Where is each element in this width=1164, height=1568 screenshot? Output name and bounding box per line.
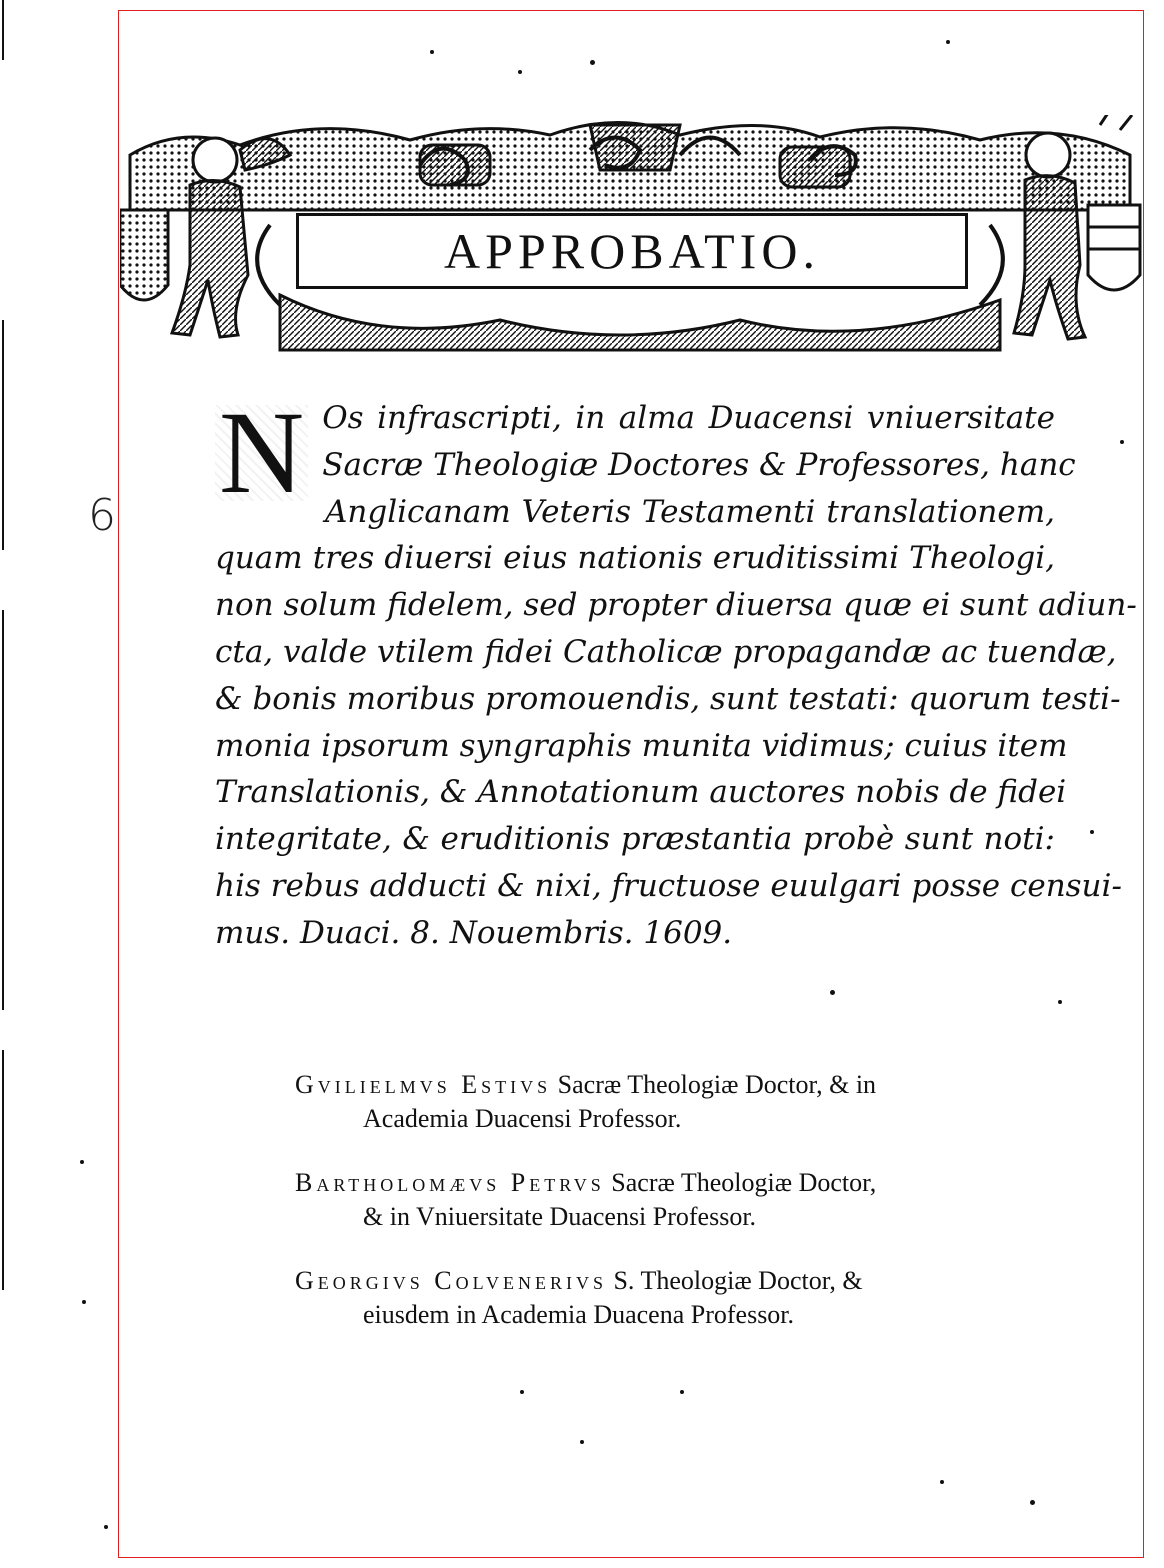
signatory-title: Sacræ Theologiæ Doctor, & in bbox=[557, 1070, 877, 1099]
signatory-title: S. Theologiæ Doctor, & bbox=[613, 1266, 863, 1295]
text-line-date: mus. Duaci. 8. Nouembris. 1609. bbox=[215, 914, 733, 951]
text-line: Translationis, & Annotationum auctores nobis de fidei bbox=[215, 774, 1067, 811]
text-line: non solum fidelem, sed propter diuersa quæ ei sunt adiun- bbox=[215, 587, 1137, 624]
signatory-title-continued: Academia Duacensi Professor. bbox=[363, 1104, 682, 1133]
text-line: Sacræ Theologiæ Doctores & Professores, hanc bbox=[322, 446, 1076, 483]
drop-cap-initial: N bbox=[215, 405, 308, 501]
approbation-text bbox=[215, 387, 1137, 957]
signatory-title: Sacræ Theologiæ Doctor, bbox=[611, 1168, 877, 1197]
text-line: his rebus adducti & nixi, fructuose euulgari posse censui- bbox=[215, 867, 1122, 904]
signature-entry bbox=[295, 1264, 1065, 1332]
scan-edge-marks bbox=[0, 0, 6, 1568]
signatory-name: Georgivs Colvenerivs bbox=[295, 1266, 607, 1295]
title-cartouche bbox=[296, 213, 968, 289]
page-title: APPROBATIO. bbox=[444, 223, 820, 279]
signature-entry bbox=[295, 1068, 1065, 1136]
margin-page-number: 6 bbox=[88, 490, 116, 541]
signatory-title-continued: eiusdem in Academia Duacena Professor. bbox=[363, 1300, 795, 1329]
text-line: & bonis moribus promouendis, sunt testati: quorum testi- bbox=[215, 680, 1121, 717]
ornamental-headpiece bbox=[120, 115, 1144, 355]
signatory-name: Bartholomævs Petrvs bbox=[295, 1168, 605, 1197]
text-line: Os infrascripti, in alma Duacensi vniuersitate bbox=[322, 400, 1055, 436]
signatory-name: Gvilielmvs Estivs bbox=[295, 1070, 552, 1099]
signatory-title-continued: & in Vniuersitate Duacensi Professor. bbox=[363, 1202, 757, 1231]
text-line: monia ipsorum syngraphis munita vidimus; cuius item bbox=[215, 727, 1068, 764]
text-line: Anglicanam Veteris Testamenti translationem, bbox=[325, 493, 1055, 530]
text-line: integritate, & eruditionis præstantia probè sunt noti: bbox=[215, 821, 1055, 858]
signature-entry bbox=[295, 1166, 1065, 1234]
text-line: quam tres diuersi eius nationis eruditissimi Theologi, bbox=[215, 540, 1055, 577]
text-line: cta, valde vtilem fidei Catholicæ propagandæ ac tuendæ, bbox=[215, 633, 1117, 670]
signature-list bbox=[295, 1068, 1065, 1362]
